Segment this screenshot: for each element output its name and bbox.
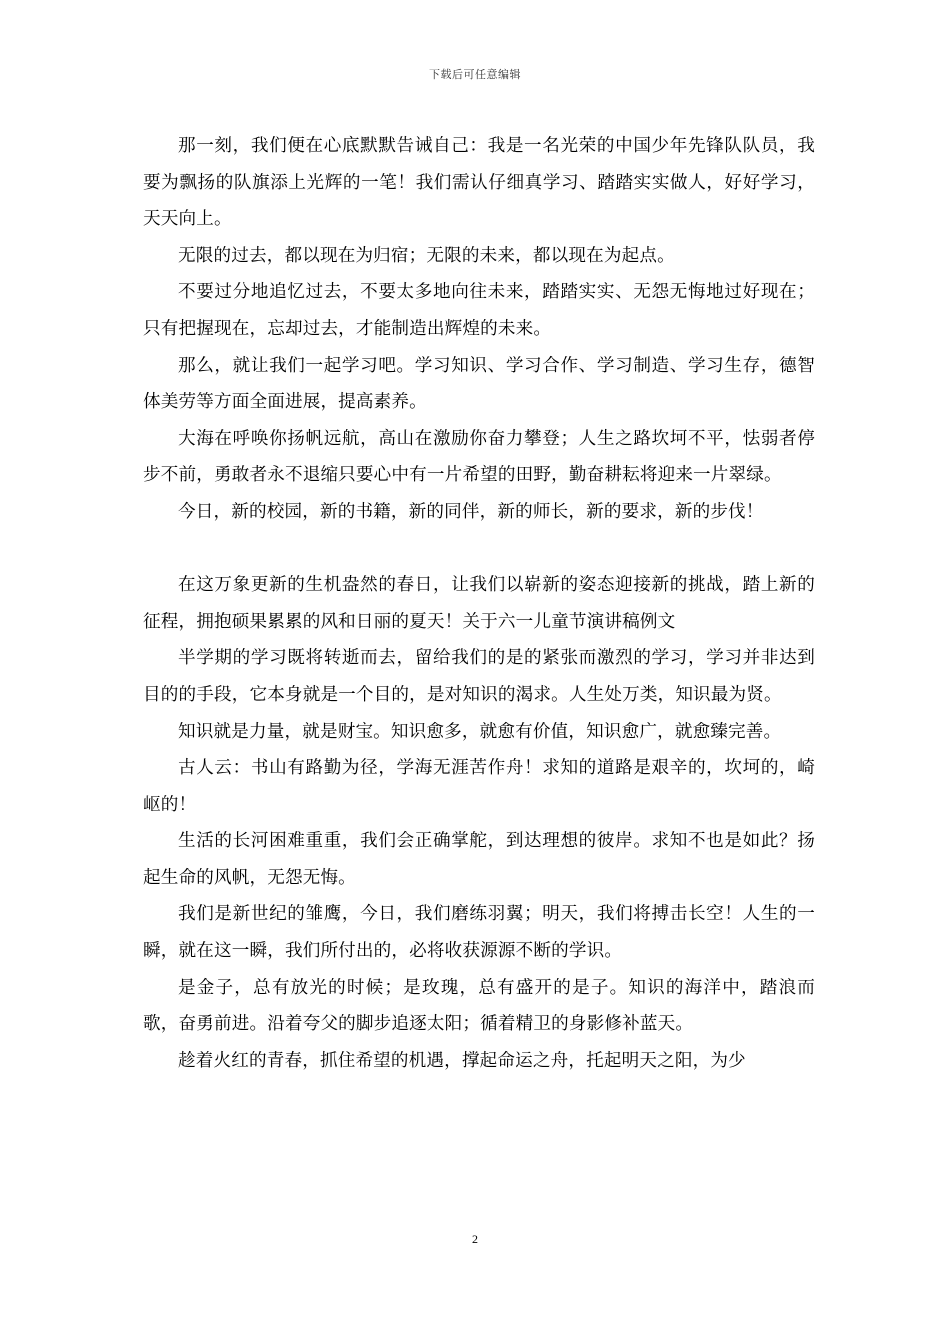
document-body <box>143 128 815 1079</box>
paragraph: 那么，就让我们一起学习吧。学习知识、学习合作、学习制造、学习生存，德智体美劳等方面全面进展，提高素养。 <box>143 355 815 413</box>
paragraph: 今日，新的校园，新的书籍，新的同伴，新的师长，新的要求，新的步伐！ <box>178 501 764 522</box>
paragraph: 是金子，总有放光的时候；是玫瑰，总有盛开的是子。知识的海洋中，踏浪而歌，奋勇前进。沿着夸父的脚步追逐太阳；循着精卫的身影修补蓝天。 <box>143 977 815 1035</box>
paragraph: 趁着火红的青春，抓住希望的机遇，撑起命运之舟，托起明天之阳，为少 <box>178 1050 746 1071</box>
paragraph: 生活的长河困难重重，我们会正确掌舵，到达理想的彼岸。求知不也是如此？扬起生命的风帆，无怨无悔。 <box>143 831 815 888</box>
page-number: 2 <box>472 1232 478 1246</box>
paragraph: 大海在呼唤你扬帆远航，高山在激励你奋力攀登；人生之路坎坷不平，怯弱者停步不前，勇敢者永不退缩只要心中有一片希望的田野，勤奋耕耘将迎来一片翠绿。 <box>143 428 815 486</box>
paragraph: 不要过分地追忆过去，不要太多地向往未来，踏踏实实、无怨无悔地过好现在；只有把握现在，忘却过去，才能制造出辉煌的未来。 <box>143 282 815 339</box>
paragraph-gap <box>143 531 815 568</box>
paragraph: 古人云：书山有路勤为径，学海无涯苦作舟！求知的道路是艰辛的，坎坷的，崎岖的！ <box>143 758 815 815</box>
paragraph: 半学期的学习既将转逝而去，留给我们的是的紧张而激烈的学习，学习并非达到目的的手段，它本身就是一个目的，是对知识的渴求。人生处万类，知识最为贤。 <box>143 648 815 705</box>
paragraph: 无限的过去，都以现在为归宿；无限的未来，都以现在为起点。 <box>178 245 675 266</box>
paragraph: 在这万象更新的生机盎然的春日，让我们以崭新的姿态迎接新的挑战，踏上新的征程，拥抱硕果累累的风和日丽的夏天！关于六一儿童节演讲稿例文 <box>143 575 815 632</box>
page-header: 下载后可任意编辑 <box>429 68 521 81</box>
paragraph: 那一刻，我们便在心底默默告诫自己：我是一名光荣的中国少年先锋队队员，我要为飘扬的队旗添上光辉的一笔！我们需认仔细真学习、踏踏实实做人，好好学习，天天向上。 <box>143 136 815 230</box>
paragraph: 我们是新世纪的雏鹰，今日，我们磨练羽翼；明天，我们将搏击长空！人生的一瞬，就在这一瞬，我们所付出的，必将收获源源不断的学识。 <box>143 904 815 962</box>
paragraph: 知识就是力量，就是财宝。知识愈多，就愈有价值，知识愈广，就愈臻完善。 <box>178 721 782 742</box>
